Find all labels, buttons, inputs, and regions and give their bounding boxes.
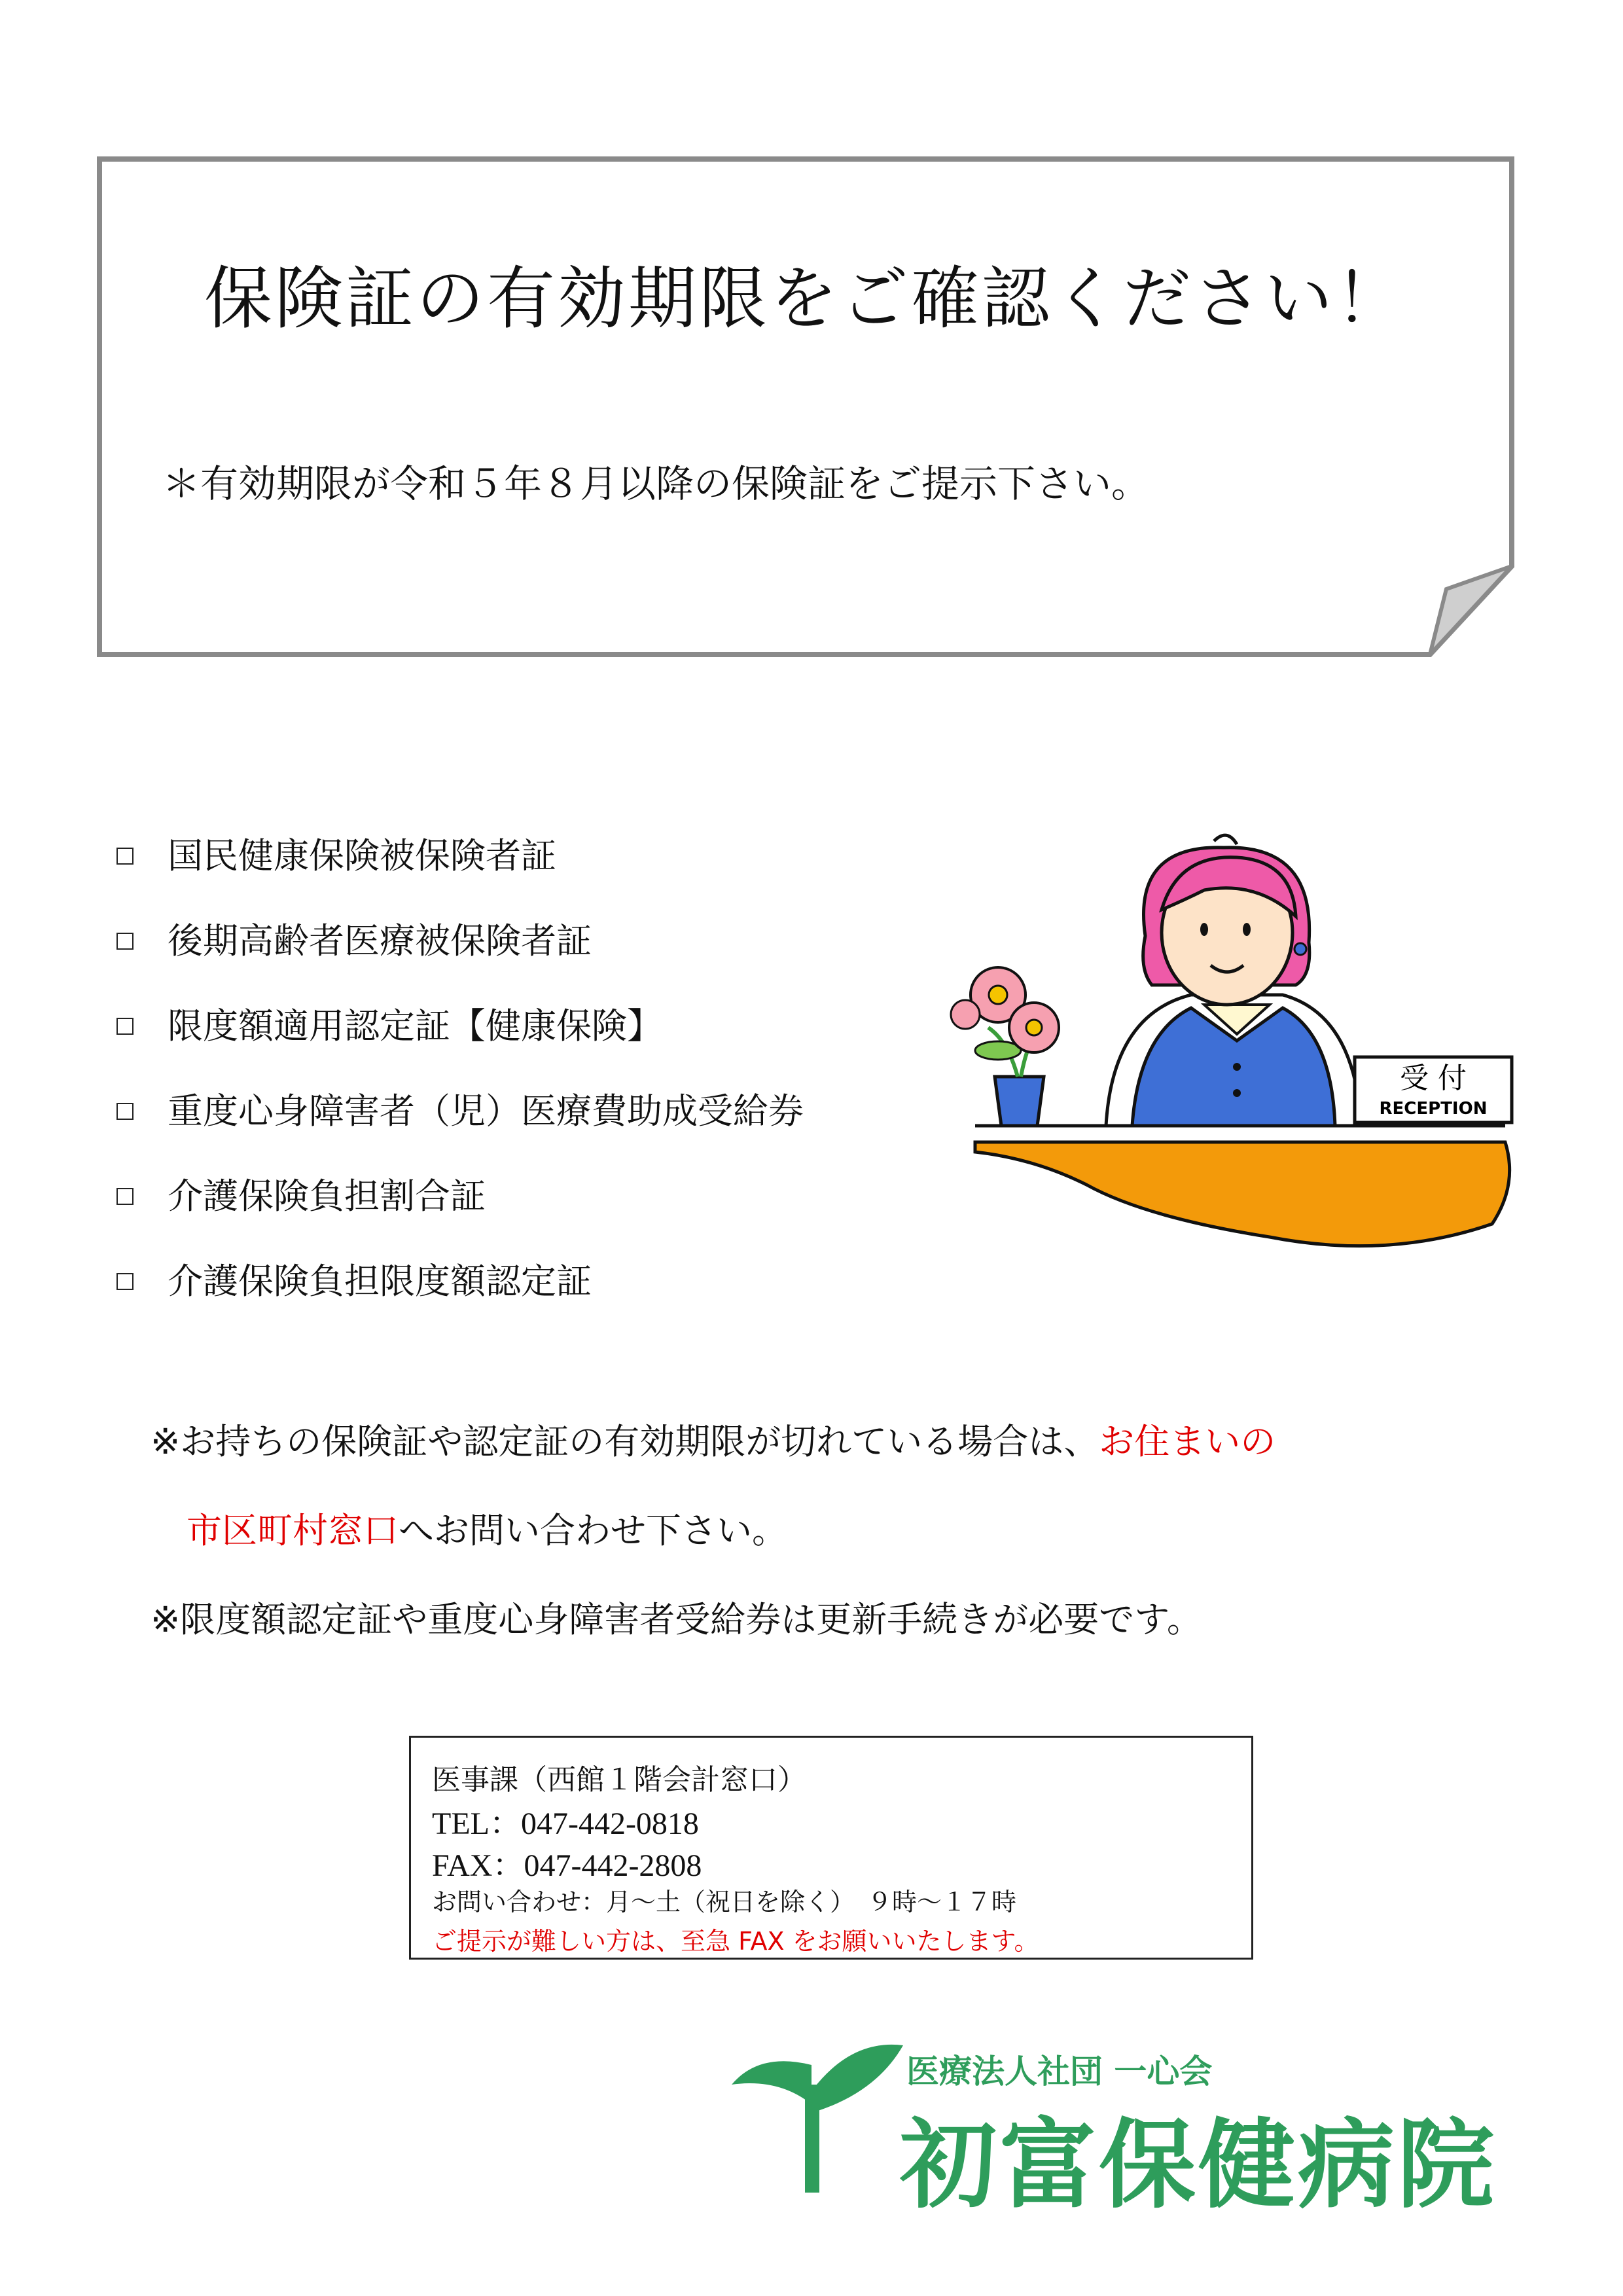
checklist-label: 後期高齢者医療被保険者証 xyxy=(168,920,592,961)
flower-icon xyxy=(951,967,1059,1052)
checklist-item xyxy=(116,895,804,980)
contact-urgent-note: ご提示が難しい方は、至急 FAX をお願いいたします。 xyxy=(432,1927,1039,1956)
checkbox[interactable] xyxy=(116,1018,134,1035)
checklist-item xyxy=(116,1066,804,1151)
document-checklist xyxy=(116,810,804,1321)
contact-hours: お問い合わせ：月～土（祝日を除く） ９時～１７時 xyxy=(432,1888,1017,1916)
notes xyxy=(151,1410,1275,1677)
checklist-item xyxy=(116,810,804,895)
notice-subtitle: ＊有効期限が令和５年８月以降の保険証をご提示下さい。 xyxy=(162,461,1150,506)
checklist-label: 国民健康保険被保険者証 xyxy=(168,834,556,876)
checklist-item xyxy=(116,1236,804,1321)
contact-fax: FAX：047-442-2808 xyxy=(432,1848,702,1883)
checklist-item xyxy=(116,1151,804,1236)
sign-english: RECEPTION xyxy=(1379,1099,1488,1119)
notice-title: 保険証の有効期限をご確認ください！ xyxy=(204,259,1406,338)
checklist-label: 介護保険負担限度額認定証 xyxy=(168,1260,592,1302)
sprout-logo-icon xyxy=(720,2026,903,2196)
checkbox[interactable] xyxy=(116,933,134,950)
checkbox[interactable] xyxy=(116,1103,134,1120)
checkbox[interactable] xyxy=(116,848,134,865)
checklist-item xyxy=(116,980,804,1066)
notice-frame xyxy=(0,0,1623,687)
logo-org: 医療法人社団 一心会 xyxy=(906,2053,1213,2090)
counter-icon xyxy=(975,1142,1510,1246)
note-line-3: ※限度額認定証や重度心身障害者受給券は更新手続きが必要です。 xyxy=(151,1599,1202,1640)
contact-box xyxy=(409,1736,1253,1960)
receptionist-illustration xyxy=(929,818,1518,1289)
checklist-label: 限度額適用認定証【健康保険】 xyxy=(168,1005,662,1047)
note-line-2: 市区町村窓口へお問い合わせ下さい。 xyxy=(187,1510,787,1551)
sign-kanji: 受 付 xyxy=(1400,1062,1467,1095)
checklist-label: 介護保険負担割合証 xyxy=(168,1175,486,1217)
logo-name: 初富保健病院 xyxy=(900,2109,1497,2221)
contact-tel: TEL：047-442-0818 xyxy=(432,1806,699,1841)
checkbox[interactable] xyxy=(116,1188,134,1205)
contact-department: 医事課（西館１階会計窓口） xyxy=(432,1763,806,1797)
checklist-label: 重度心身障害者（児）医療費助成受給券 xyxy=(168,1090,804,1132)
note-line-1: ※お持ちの保険証や認定証の有効期限が切れている場合は、お住まいの xyxy=(151,1421,1276,1462)
checkbox[interactable] xyxy=(116,1273,134,1290)
